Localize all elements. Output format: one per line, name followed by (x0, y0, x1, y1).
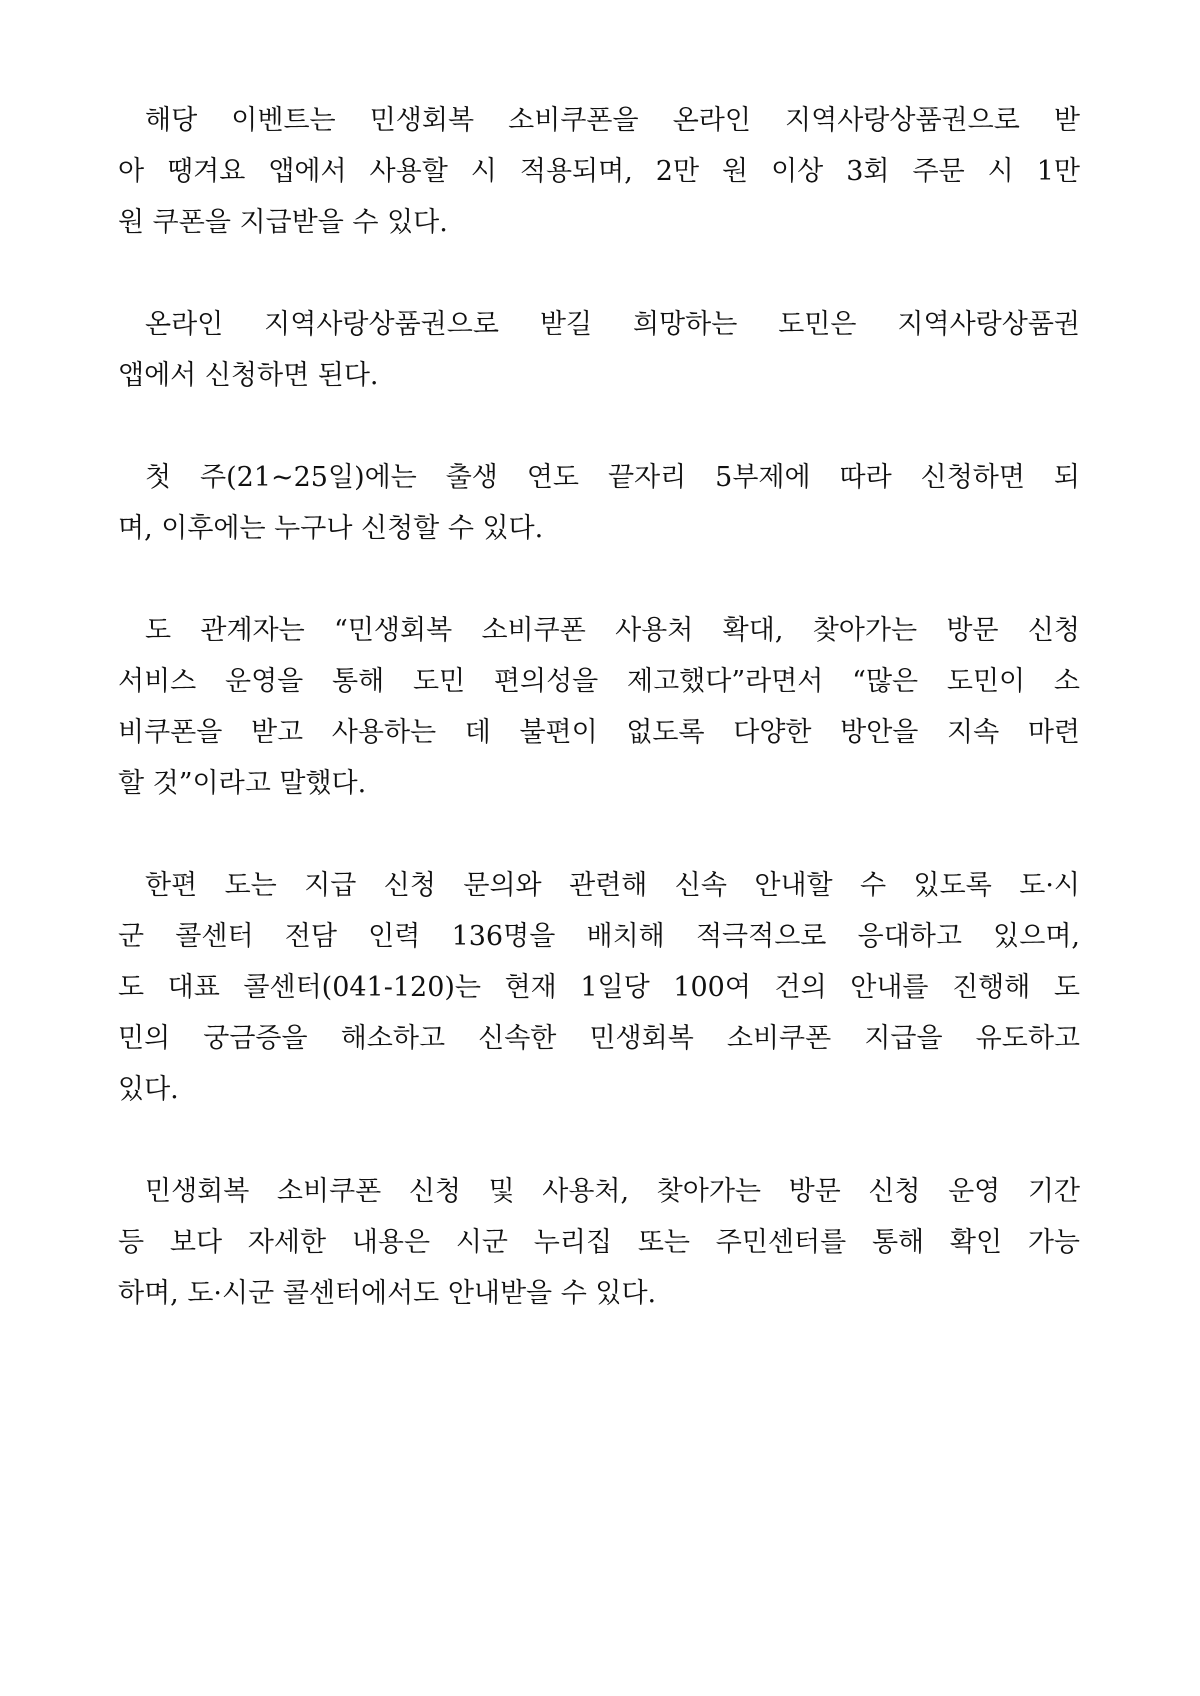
text-line: 할 것”이라고 말했다. (118, 768, 367, 799)
paragraph-first-week-schedule (118, 452, 1080, 554)
article-body (118, 95, 1080, 1370)
paragraph-official-quote (118, 605, 1080, 809)
paragraph-call-center (118, 860, 1080, 1115)
text-line: 온라인 지역사랑상품권으로 받길 희망하는 도민은 지역사랑상품권 (145, 309, 1080, 340)
text-line: 등 보다 자세한 내용은 시군 누리집 또는 주민센터를 통해 확인 가능 (118, 1227, 1080, 1258)
text-line: 비쿠폰을 받고 사용하는 데 불편이 없도록 다양한 방안을 지속 마련 (118, 717, 1080, 748)
text-line: 민의 궁금증을 해소하고 신속한 민생회복 소비쿠폰 지급을 유도하고 (118, 1023, 1080, 1054)
paragraph-more-info (118, 1166, 1080, 1319)
text-line: 원 쿠폰을 지급받을 수 있다. (118, 207, 448, 238)
text-line: 있다. (118, 1074, 179, 1105)
text-line: 앱에서 신청하면 된다. (118, 360, 379, 391)
text-line: 민생회복 소비쿠폰 신청 및 사용처, 찾아가는 방문 신청 운영 기간 (145, 1176, 1080, 1207)
text-line: 도 관계자는 “민생회복 소비쿠폰 사용처 확대, 찾아가는 방문 신청 (145, 615, 1080, 646)
text-line: 군 콜센터 전담 인력 136명을 배치해 적극적으로 응대하고 있으며, (118, 921, 1080, 952)
paragraph-event-coupon (118, 95, 1080, 248)
text-line: 한편 도는 지급 신청 문의와 관련해 신속 안내할 수 있도록 도·시 (145, 870, 1080, 901)
text-line: 하며, 도·시군 콜센터에서도 안내받을 수 있다. (118, 1278, 657, 1309)
text-line: 해당 이벤트는 민생회복 소비쿠폰을 온라인 지역사랑상품권으로 받 (145, 105, 1080, 136)
paragraph-online-application (118, 299, 1080, 401)
text-line: 아 땡겨요 앱에서 사용할 시 적용되며, 2만 원 이상 3회 주문 시 1만 (118, 156, 1080, 187)
text-line: 첫 주(21~25일)에는 출생 연도 끝자리 5부제에 따라 신청하면 되 (145, 462, 1080, 493)
text-line: 서비스 운영을 통해 도민 편의성을 제고했다”라면서 “많은 도민이 소 (118, 666, 1080, 697)
text-line: 며, 이후에는 누구나 신청할 수 있다. (118, 513, 544, 544)
text-line: 도 대표 콜센터(041-120)는 현재 1일당 100여 건의 안내를 진행해 도 (118, 972, 1080, 1003)
